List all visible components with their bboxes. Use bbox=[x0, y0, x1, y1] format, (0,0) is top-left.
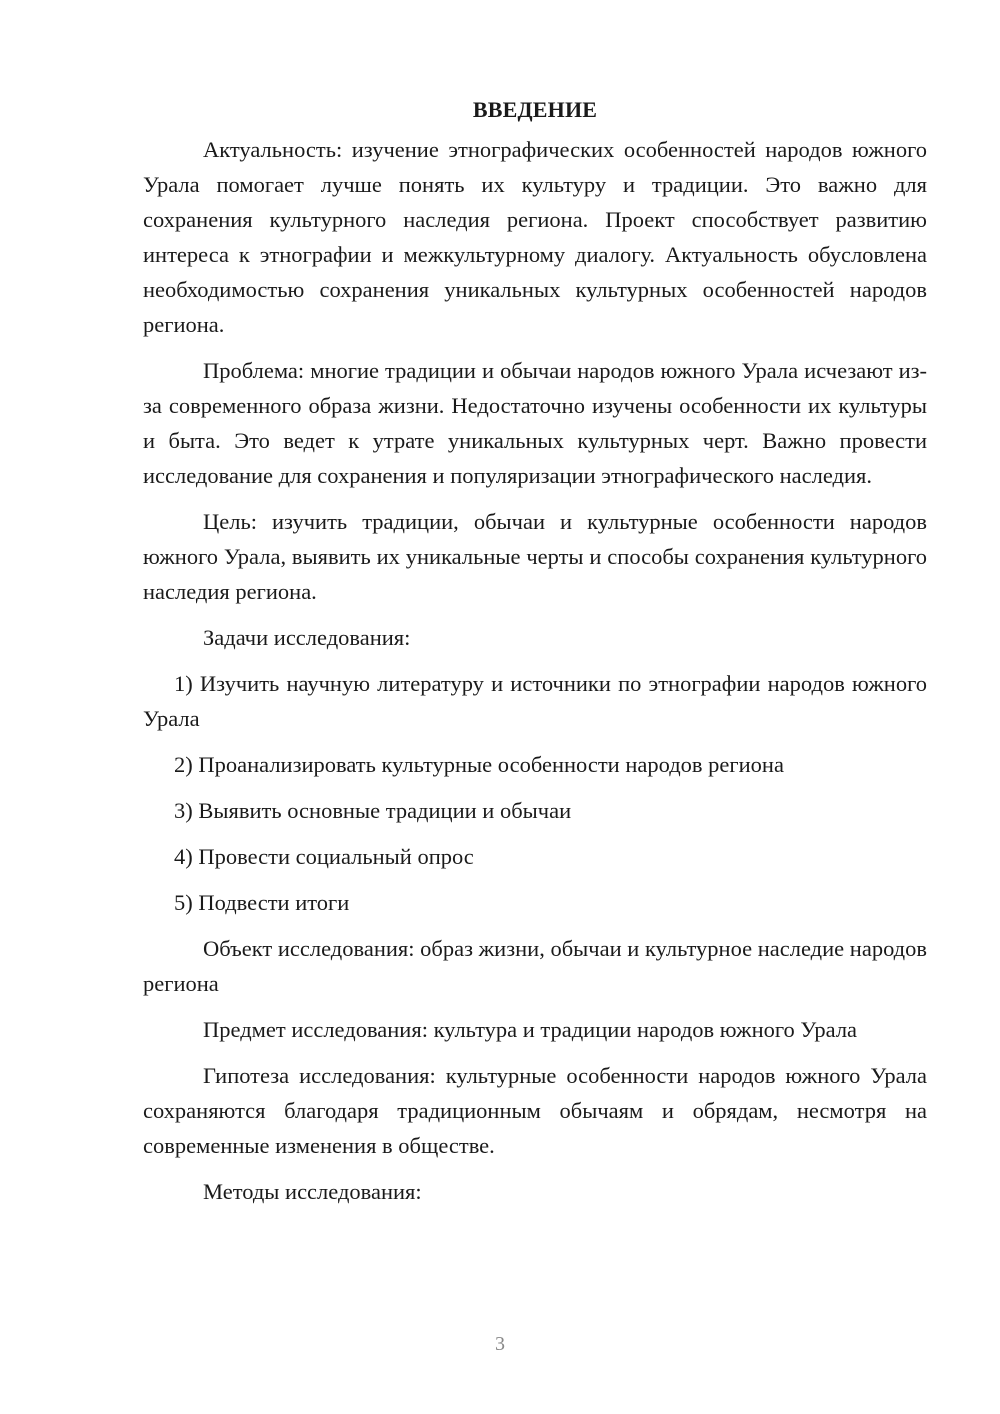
methods-title: Методы исследования: bbox=[203, 1179, 422, 1204]
task-item: 3) Выявить основные традиции и обычаи bbox=[174, 798, 572, 823]
task-item: 4) Провести социальный опрос bbox=[174, 844, 474, 869]
task-item: 5) Подвести итоги bbox=[174, 890, 350, 915]
task-item: 2) Проанализировать культурные особенности народов региона bbox=[174, 752, 784, 777]
subject-paragraph: Предмет исследования: культура и традиции народов южного Урала bbox=[203, 1017, 858, 1042]
hypothesis-paragraph: Гипотеза исследования: культурные особенности народов южного Урала сохраняются благодаря традиционным обычаям и обрядам, несмотря на современные изменения в обществе. bbox=[143, 1063, 927, 1158]
tasks-title: Задачи исследования: bbox=[203, 625, 411, 650]
section-heading: ВВЕДЕНИЕ bbox=[472, 97, 598, 122]
goal-paragraph: Цель: изучить традиции, обычаи и культурные особенности народов южного Урала, выявить их уникальные черты и способы сохранения культурного наследия региона. bbox=[143, 509, 927, 604]
problem-paragraph: Проблема: многие традиции и обычаи народов южного Урала исчезают из-за современного образа жизни. Недостаточно изучены особенности их культуры и быта. Это ведет к утрате уникальных культурных черт. Важно провести исследование для сохранения и популяризации этнографического наследия. bbox=[143, 358, 927, 488]
page-content bbox=[143, 92, 927, 1220]
object-paragraph: Объект исследования: образ жизни, обычаи и культурное наследие народов региона bbox=[143, 936, 927, 996]
relevance-paragraph: Актуальность: изучение этнографических особенностей народов южного Урала помогает лучше понять их культуру и традиции. Это важно для сохранения культурного наследия региона. Проект способствует развитию интереса к этнографии и межкультурному диалогу. Актуальность обусловлена необходимостью сохранения уникальных культурных особенностей народов региона. bbox=[143, 137, 927, 337]
page-number: 3 bbox=[495, 1333, 505, 1355]
task-item: 1) Изучить научную литературу и источники по этнографии народов южного Урала bbox=[143, 671, 927, 731]
